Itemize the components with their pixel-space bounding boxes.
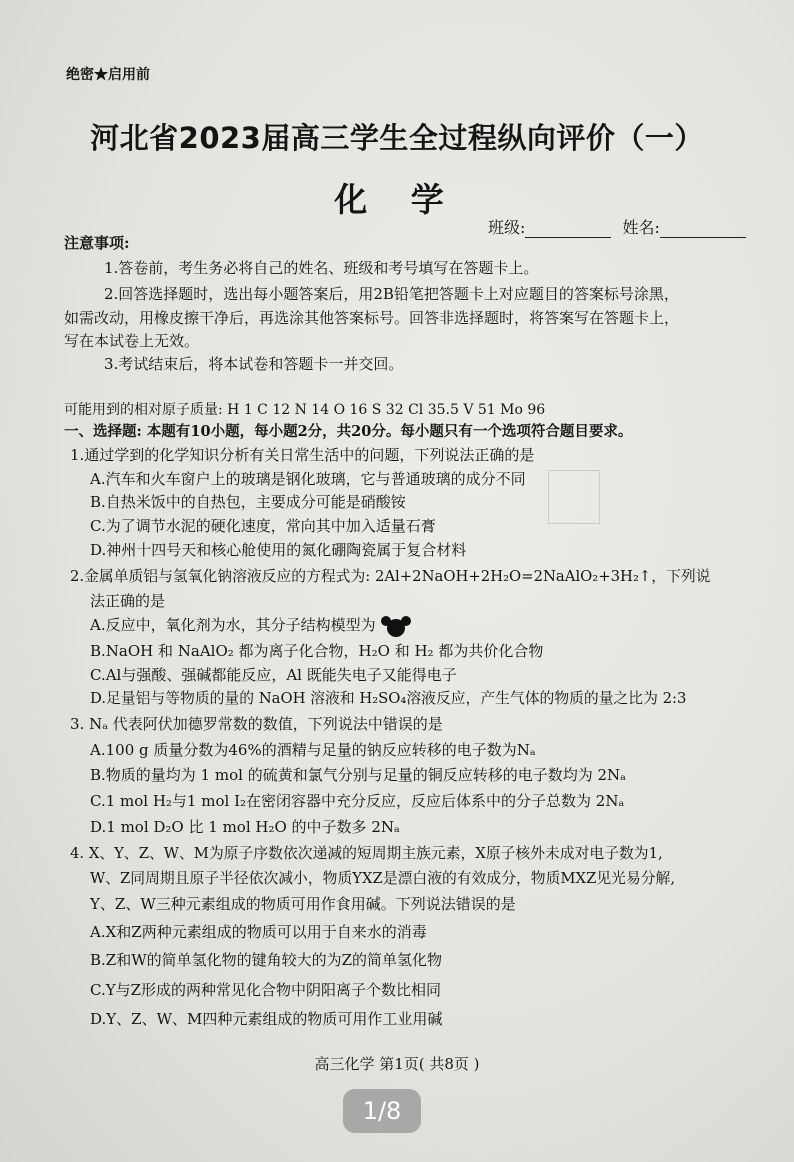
q4-option-a: A.X和Z两种元素组成的物质可以用于自来水的消毒 <box>90 923 427 941</box>
q4-option-d: D.Y、Z、W、M四种元素组成的物质可用作工业用碱 <box>90 1010 443 1028</box>
q2-option-b: B.NaOH 和 NaAlO₂ 都为离子化合物，H₂O 和 H₂ 都为共价化合物 <box>90 642 544 660</box>
q2-option-a <box>90 615 410 636</box>
water-molecule-model-icon <box>380 616 410 636</box>
q2-option-d: D.足量铝与等物质的量的 NaOH 溶液和 H₂SO₄溶液反应，产生气体的物质的量之比为 2:3 <box>90 690 687 707</box>
q3-option-d: D.1 mol D₂O 比 1 mol H₂O 的中子数多 2Nₐ <box>90 818 400 836</box>
q4-stem-line-3: Y、Z、W三种元素组成的物质可用作食用碱。下列说法错误的是 <box>90 895 516 913</box>
q4-option-c: C.Y与Z形成的两种常见化合物中阴阳离子个数比相同 <box>90 981 442 999</box>
q4-stem-line-2: W、Z同周期且原子半径依次减小，物质YXZ是漂白液的有效成分，物质MXZ见光易分解, <box>90 870 676 887</box>
note-item-3: 3.考试结束后，将本试卷和答题卡一并交回。 <box>104 355 404 373</box>
subject-title: 化 学 <box>334 180 460 219</box>
class-blank <box>525 220 611 238</box>
q2-option-c: C.Al与强酸、强碱都能反应，Al 既能失电子又能得电子 <box>90 666 457 684</box>
page-footer: 高三化学 第1页( 共8页 ) <box>314 1055 480 1073</box>
q3-option-a: A.100 g 质量分数为46%的酒精与足量的钠反应转移的电子数为Nₐ <box>90 741 536 759</box>
q1-option-d: D.神州十四号天和核心舱使用的氮化硼陶瓷属于复合材料 <box>90 541 467 559</box>
name-label: 姓名: <box>622 218 660 237</box>
note-item-1: 1.答卷前，考生务必将自己的姓名、班级和考号填写在答题卡上。 <box>104 259 539 277</box>
note-item-2-line-1: 2.回答选择题时，选出每小题答案后，用2B铅笔把答题卡上对应题目的答案标号涂黑， <box>104 285 679 303</box>
q2-stem-line-1: 2.金属单质铝与氢氧化钠溶液反应的方程式为: 2Al+2NaOH+2H₂O=2NaAlO₂+3H₂↑，下列说 <box>70 568 711 585</box>
q4-option-b: B.Z和W的简单氢化物的键角较大的为Z的简单氢化物 <box>90 951 443 969</box>
q4-stem-line-1: 4. X、Y、Z、W、M为原子序数依次递减的短周期主族元素，X原子核外未成对电子数为1, <box>70 845 663 862</box>
q3-option-b: B.物质的量均为 1 mol 的硫黄和氯气分别与足量的铜反应转移的电子数均为 2Nₐ <box>90 766 626 784</box>
atomic-mass-line: 可能用到的相对原子质量: H 1 C 12 N 14 O 16 S 32 Cl 35.5 V 51 Mo 96 <box>64 402 546 418</box>
q1-option-b: B.自热米饭中的自热包，主要成分可能是硝酸铵 <box>90 493 406 511</box>
exam-title: 河北省2023届高三学生全过程纵向评价（一） <box>90 121 704 155</box>
q2-stem-line-2: 法正确的是 <box>90 592 166 610</box>
q1-stem: 1.通过学到的化学知识分析有关日常生活中的问题，下列说法正确的是 <box>70 446 535 464</box>
bleed-through-figure <box>548 470 600 524</box>
class-name-line <box>488 215 746 238</box>
section-1-heading: 一、选择题: 本题有10小题，每小题2分，共20分。每小题只有一个选项符合题目要求。 <box>64 423 633 440</box>
class-label: 班级: <box>488 218 526 237</box>
q3-stem: 3. Nₐ 代表阿伏加德罗常数的数值，下列说法中错误的是 <box>70 715 443 733</box>
notes-heading: 注意事项: <box>64 234 130 252</box>
bleed-through-text <box>460 95 464 110</box>
q1-option-a: A.汽车和火车窗户上的玻璃是钢化玻璃，它与普通玻璃的成分不同 <box>90 470 526 488</box>
note-item-2-line-2: 如需改动，用橡皮擦干净后，再选涂其他答案标号。回答非选择题时，将答案写在答题卡上， <box>64 309 680 327</box>
q2-option-a-text: A.反应中，氧化剂为水，其分子结构模型为 <box>90 616 376 634</box>
q3-option-c: C.1 mol H₂与1 mol I₂在密闭容器中充分反应，反应后体系中的分子总数为 2Nₐ <box>90 792 625 810</box>
q1-option-c: C.为了调节水泥的硬化速度，常向其中加入适量石膏 <box>90 517 436 535</box>
confidential-label: 绝密★启用前 <box>66 67 150 83</box>
page-indicator: 1/8 <box>343 1089 421 1133</box>
name-blank <box>660 220 746 238</box>
note-item-2-line-3: 写在本试卷上无效。 <box>64 332 200 350</box>
